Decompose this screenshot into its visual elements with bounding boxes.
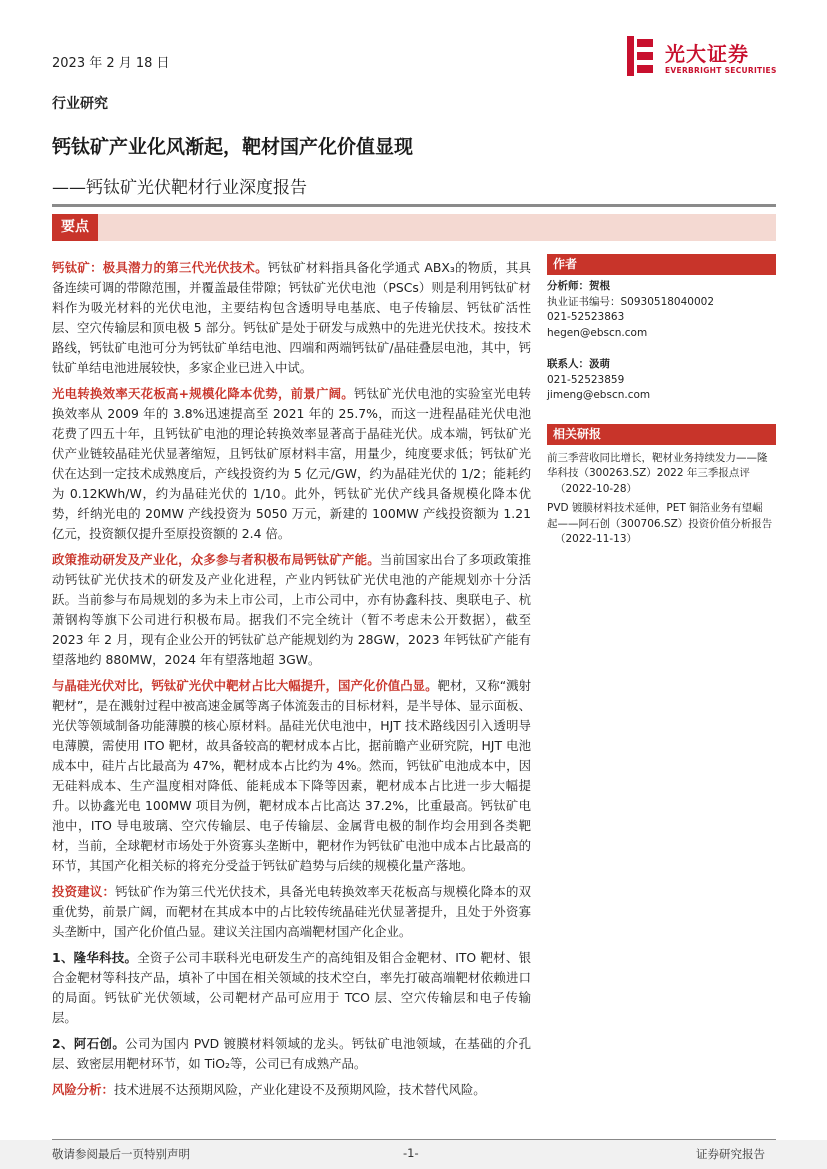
report-title: 钙钛矿产业化风渐起，靶材国产化价值显现 (52, 136, 414, 158)
paragraph-perovskite-intro: 钙钛矿：极具潜力的第三代光伏技术。钙钛矿材料指具备化学通式 ABX₃的物质，其具备连续可调的带隙范围，并覆盖最佳带隙；钙钛矿光伏电池（PSCs）则是利用钙钛矿材料作为吸光材料的光伏电池，主要结构包含透明导电基底、电子传输层、钙钛矿活性层、空穴传输层和顶电极 5 部分。钙钛矿是处于研发与成熟中的先进光伏技术。按技术路线，钙钛矿电池可分为钙钛矿单结电池、四端和两端钙钛矿/晶硅叠层电池，其中，钙钛矿单结电池进展较快，多家企业已进入中试。 (52, 260, 532, 375)
brand-name-cn: 光大证券 (665, 42, 749, 66)
page-number: -1- (403, 1146, 419, 1160)
report-date: 2023 年 2 月 18 日 (52, 56, 170, 71)
paragraph-longhua: 1、隆华科技。全资子公司丰联科光电研发生产的高纯钼及钼合金靶材、ITO 靶材、银合金靶材等科技产品，填补了中国在相关领域的技术空白，率先打破高端靶材依赖进口的局面。钙钛矿光伏领域，公司靶材产品可应用于 TCO 层、空穴传输层和电子传输层。 (52, 950, 531, 1025)
analyst-name: 分析师：贺根 (547, 280, 610, 292)
footer-report-type: 证券研究报告 (696, 1147, 765, 1161)
paragraph-investment-advice: 投资建议：钙钛矿作为第三代光伏技术，具备光电转换效率天花板高与规模化降本的双重优势，前景广阔，而靶材在其成本中的占比较传统晶硅光伏显著提升，且处于外资寡头垄断中，国产化价值凸显。建议关注国内高端靶材国产化企业。 (52, 884, 532, 939)
paragraph-target-material: 与晶硅光伏对比，钙钛矿光伏中靶材占比大幅提升，国产化价值凸显。靶材，又称“溅射靶材”，是在溅射过程中被高速金属等离子体流轰击的目标材料，是半导体、显示面板、光伏等领域制备功能薄膜的核心原材料。晶硅光伏电池中，HJT 技术路线因引入透明导电薄膜，需使用 ITO 靶材，故具备较高的靶材成本占比，据前瞻产业研究院，HJT 电池成本中，硅片占比最高为 47%，靶材成本占比约为 4%。然而，钙钛矿电池成本中，因无硅料成本、生产温度相对降低、能耗成本下降等因素，靶材成本占比进一步大幅提升。以协鑫光电 100MW 项目为例，靶材成本占比高达 37.2%，比重最高。钙钛矿电池中，ITO 导电玻璃、空穴传输层、电子传输层、金属背电极的制作均会用到各类靶材，当前，全球靶材市场处于外资寡头垄断中，靶材作为钙钛矿电池中成本占比最高的环节，其国产化相关标的将充分受益于钙钛矿趋势与后续的规模化量产落地。 (52, 678, 532, 873)
everbright-logo-icon (627, 36, 653, 76)
paragraph-efficiency-cost: 光电转换效率天花板高+规模化降本优势，前景广阔。钙钛矿光伏电池的实验室光电转换效率从 2009 年的 3.8%迅速提高至 2021 年的 25.7%，而这一进程晶硅光伏电池花费了四五十年，且钙钛矿电池的理论转换效率显著高于晶硅光伏。成本端，钙钛矿光伏产业链较晶硅光伏显著缩短，且钙钛矿原材料丰富，用量少，纯度要求低；钙钛矿光伏在达到一定技术成熟度后，产线投资约为 5 亿元/GW，约为晶硅光伏的 1/2；能耗约为 0.12KWh/W，约为晶硅光伏的 1/10。此外，钙钛矿光伏产线具备规模化降本优势，纤纳光电的 20MW 产线投资为 5050 万元，新建的 100MW 产线投资额为 1.21 亿元，投资额仅提升至原投资额的 2.4 倍。 (52, 386, 532, 541)
keypoints-band (52, 214, 776, 241)
main-content (52, 258, 531, 1106)
title-divider (52, 204, 776, 207)
footer-divider (52, 1139, 776, 1140)
paragraph-ashichuang: 2、阿石创。公司为国内 PVD 镀膜材料领域的龙头。钙钛矿电池领域，在基础的介孔层、致密层用靶材环节，如 TiO₂等，公司已有成熟产品。 (52, 1036, 531, 1071)
related-report-item[interactable]: PVD 镀膜材料技术延伸，PET 铜箔业务有望崛 起——阿石创（300706.SZ）投资价值分析报告 （2022-11-13） (547, 502, 773, 545)
author-section-header: 作者 (547, 254, 776, 275)
keypoints-label: 要点 (52, 214, 98, 241)
contact-name: 联系人：汲萌 (547, 358, 610, 370)
contact-email[interactable]: jimeng@ebscn.com (547, 389, 651, 401)
paragraph-policy-capacity: 政策推动研发及产业化，众多参与者积极布局钙钛矿产能。当前国家出台了多项政策推动钙钛矿光伏技术的研发及产业化进程，产业内钙钛矿光伏电池的产能规划亦十分活跃。当前参与布局规划的多为未上市公司，上市公司中，亦有协鑫科技、奥联电子、杭萧钢构等旗下公司进行积极布局。据我们不完全统计（暂不考虑未公开数据），截至 2023 年 2 月，现有企业公开的钙钛矿总产能规划约为 28GW，2023 年钙钛矿产能有望落地约 880MW，2024 年有望落地超 3GW。 (52, 552, 532, 667)
brand-name-en: EVERBRIGHT SECURITIES (665, 66, 777, 75)
related-reports-header: 相关研报 (547, 424, 776, 445)
analyst-phone: 021-52523863 (547, 311, 625, 323)
analyst-email[interactable]: hegen@ebscn.com (547, 326, 648, 339)
paragraph-risk: 风险分析：技术进展不达预期风险，产业化建设不及预期风险，技术替代风险。 (52, 1082, 486, 1097)
footer-disclaimer[interactable]: 敬请参阅最后一页特别声明 (52, 1147, 190, 1161)
related-report-item[interactable]: 前三季营收同比增长，靶材业务持续发力——隆 华科技（300263.SZ）2022 年三季报点评 （2022-10-28） (547, 451, 768, 495)
report-category: 行业研究 (52, 96, 108, 112)
report-subtitle: ——钙钛矿光伏靶材行业深度报告 (52, 178, 307, 198)
analyst-license: 执业证书编号：S0930518040002 (547, 295, 715, 308)
brand-logo (627, 36, 787, 82)
contact-phone: 021-52523859 (547, 373, 625, 386)
sidebar (547, 254, 776, 548)
